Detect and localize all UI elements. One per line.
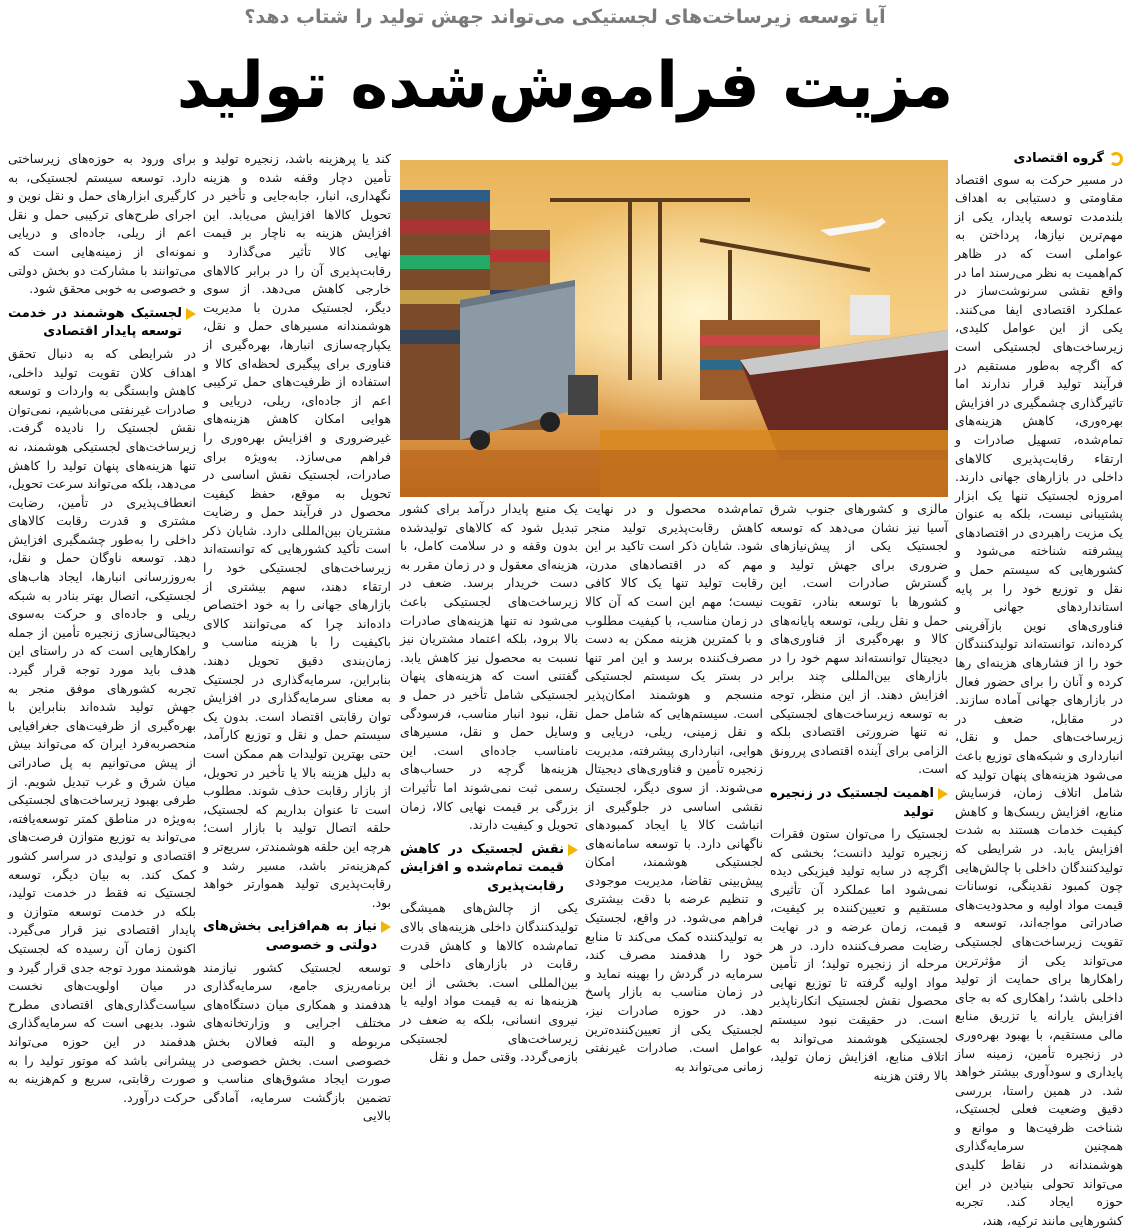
subheading: لجستیک هوشمند در خدمت توسعه پایدار اقتصادی	[8, 305, 196, 342]
paragraph: یکی از چالش‌های همیشگی تولیدکنندگان داخلی هزینه‌های بالای تمام‌شده کالاها و کاهش قدرت رقابت در بازارهای داخلی و بین‌المللی است. بخشی از این هزینه‌ها نه به قیمت مواد اولیه یا نیروی انسانی، بلکه به ضعف در زیرساخت‌های لجستیکی بازمی‌گردد. وقتی حمل و نقل	[400, 900, 578, 1065]
subheading: نیاز به هم‌افزایی بخش‌های دولتی و خصوصی	[203, 918, 391, 955]
paragraph: در شرایطی که به دنبال تحقق اهداف کلان تقویت تولید داخلی، کاهش وابستگی به واردات و توسعه صادرات غیرنفتی می‌باشیم، نمی‌توان نقش لجستیک را نادیده گرفت. زیرساخت‌های لجستیکی هوشمند، نه تنها هزینه‌های پنهان تولید را کاهش می‌دهد، بلکه می‌تواند سرعت تحویل، انعطاف‌پذیری در تأمین، رضایت مشتری و قدرت رقابت کالاهای داخلی را به‌طور چشمگیری افزایش دهد. توسعه ناوگان حمل و نقل، به‌روزرسانی انبارها، ایجاد هاب‌های لجستیکی، اتصال بهتر بنادر به شبکه ریلی و جاده‌ای و حرکت به‌سوی دیجیتالی‌سازی زنجیره تأمین از جمله راهکارهایی است که در راستای این هدف باید مورد توجه قرار گیرد. تجربه کشورهای موفق منجر به جهش تولید شده‌اند بنابراین با بهره‌گیری از ظرفیت‌های جغرافیایی منحصربه‌فرد ایران که می‌تواند بیش از پیش می‌توانیم به پل صادراتی میان شرق و غرب تبدیل شویم. از طرفی بهبود زیرساخت‌های لجستیکی به‌ویژه در مناطق کمتر توسعه‌یافته، می‌تواند به توزیع متوازن فرصت‌های اقتصادی و تولیدی در سراسر کشور کمک کند. به بیان دیگر، توسعه لجستیک نه فقط در خدمت تولید، بلکه در خدمت توسعه متوازن و پایدار اقتصادی نیز قرار می‌گیرد. اکنون زمان آن رسیده که لجستیک هوشمند مورد توجه جدی قرار گیرد و در میان اولویت‌های نخست سیاست‌گذاری‌های اقتصادی مطرح شود. بدیهی است که سرمایه‌گذاری هدفمند در این حوزه می‌تواند پیشرانی باشد که موتور تولید را به صورت رقابتی، سریع و کم‌هزینه به حرکت درآورد.	[8, 345, 196, 1105]
paragraph: برای ورود به حوزه‌های زیرساختی دارد. توسعه سیستم لجستیکی، به کارگیری ابزارهای حمل و نقل نوین و اجرای طرح‌های ترکیبی حمل و نقل اعم از ریلی، جاده‌ای و دریایی نمونه‌ای از زمینه‌هایی است که می‌توانند با مشارکت دو بخش دولتی و خصوصی به خوبی محقق شود.	[8, 151, 196, 297]
column-3	[585, 500, 763, 1074]
triangle-icon	[186, 308, 196, 320]
paragraph: مالزی و کشورهای جنوب شرق آسیا نیز نشان می‌دهد که توسعه لجستیک یکی از پیش‌نیازهای ضروری برای جهش تولید و گسترش صادرات است. این کشورها با توسعه بنادر، تقویت حمل و نقل ریلی، توسعه پایانه‌های کالا و بهره‌گیری از فناوری‌های دیجیتال توانسته‌اند سهم خود را در بازارهای بین‌المللی چند برابر افزایش دهند. از این منظر، توجه به توسعه زیرساخت‌های لجستیکی نه تنها ضرورتی اقتصادی بلکه الزامی برای آینده اقتصادی پررونق است.	[770, 501, 948, 777]
column-2	[770, 500, 948, 1083]
headline: مزیت فراموش‌شده تولید	[176, 49, 954, 123]
paragraph: کند یا پرهزینه باشد، زنجیره تولید و تأمین دچار وقفه شده و هزینه نگهداری، انبار، جابه‌جایی و تأخیر در تحویل کالاها افزایش می‌یابد. این افزایش هزینه به ناچار بر قیمت نهایی کالا تأثیر می‌گذارد و رقابت‌پذیری آن را در برابر کالاهای خارجی کاهش می‌دهد. از سوی دیگر، لجستیک مدرن با مدیریت هوشمندانه مسیرهای حمل و نقل، یکپارچه‌سازی انبارها، بهره‌گیری از فناوری برای پیگیری لحظه‌ای کالا و استفاده از ظرفیت‌های حمل ترکیبی اعم از جاده‌ای، ریلی، دریایی و هوایی امکان کاهش هزینه‌های غیرضروری و افزایش بهره‌وری را فراهم می‌سازد. به‌ویژه برای صادرات، لجستیک نقش اساسی در تحویل به موقع، حفظ کیفیت محصول در فرآیند حمل و رضایت مشتریان بین‌المللی دارد. شایان ذکر است تأکید کشورهایی که توانسته‌اند زیرساخت‌های لجستیکی خود را ارتقاء دهند، سهم بیشتری از بازارهای جهانی را به خود اختصاص داده‌اند چرا که می‌توانند کالای باکیفیت را با هزینه مناسب و زمان‌بندی دقیق تحویل دهند. بنابراین، سرمایه‌گذاری در لجستیک به معنای سرمایه‌گذاری در افزایش توان رقابتی اقتصاد است. بدون یک سیستم حمل و نقل و توزیع کارآمد، حتی بهترین تولیدات هم ممکن است به دلیل هزینه بالا یا تأخیر در تحویل، از بازار رقابت حذف شوند. مطلوب است تا عنوان بداریم که لجستیک، حلقه اتصال تولید با بازار است؛ هرچه این حلقه هوشمندتر، سریع‌تر و کم‌هزینه‌تر باشد، مسیر رشد و رقابت‌پذیری تولید هموارتر خواهد بود.	[203, 151, 391, 910]
column-4	[400, 500, 578, 1065]
subheading: اهمیت لجستیک در زنجیره تولید	[770, 785, 948, 822]
column-5	[203, 150, 391, 1124]
cargo-port-photo	[400, 160, 948, 497]
triangle-icon	[381, 921, 391, 933]
column-1	[955, 150, 1123, 1228]
triangle-icon	[938, 788, 948, 800]
paragraph: یک منبع پایدار درآمد برای کشور تبدیل شود که کالاهای تولیدشده بدون وقفه و در سلامت کامل، با هزینه‌ای معقول و در زمان مقرر به دست خریدار برسد. ضعف در زیرساخت‌های لجستیکی باعث می‌شود نه تنها هزینه‌های صادرات بالا برود، بلکه اعتماد مشتریان نیز نسبت به محصول نیز کاهش یابد. گفتنی است که هزینه‌های پنهان لجستیکی شامل تأخیر در حمل و نقل، نبود انبار مناسب، فرسودگی وسایل حمل و نقل، مسیرهای نامناسب جاده‌ای است. این هزینه‌ها گرچه در حساب‌های رسمی ثبت نمی‌شوند اما تأثیرات بزرگی بر قیمت نهایی کالا، زمان تحویل و کیفیت دارند.	[400, 501, 578, 833]
byline-icon	[1109, 152, 1123, 166]
triangle-icon	[568, 844, 578, 856]
paragraph: لجستیک را می‌توان ستون فقرات زنجیره تولید دانست؛ بخشی که اگرچه در سایه تولید فیزیکی دیده نمی‌شود اما عملکرد آن تأثیری مستقیم و تعیین‌کننده بر کیفیت، قیمت، زمان عرضه و در نهایت رضایت مصرف‌کننده دارد. در هر مرحله از زنجیره تولید؛ از تأمین مواد اولیه گرفته تا توزیع نهایی محصول نقش لجستیک انکارناپذیر است. در حقیقت نبود سیستم لجستیکی هوشمند می‌تواند به اتلاف منابع، افزایش زمان تولید، بالا رفتن هزینه	[770, 826, 948, 1083]
paragraph: در مسیر حرکت به سوی اقتصاد مقاومتی و دستیابی به اهداف بلندمدت توسعه پایدار، یکی از مهم‌ترین نیازها، پرداختن به عواملی است که در ظاهر کم‌اهمیت به نظر می‌رسند اما در واقع نقشی سرنوشت‌ساز در عملکرد اقتصادی ایفا می‌کنند. یکی از این عوامل کلیدی، زیرساخت‌های لجستیکی است که اگرچه به‌طور مستقیم در فرآیند تولید قرار ندارند اما تاثیرگذاری چشمگیری در افزایش بهره‌وری، کاهش هزینه‌های تمام‌شده، تسهیل صادرات و ارتقاء رقابت‌پذیری کالاهای داخلی در بازارهای جهانی دارند. امروزه لجستیک تنها یک ابزار پشتیبانی نیست، بلکه به عنوان یک مزیت راهبردی در اقتصادهای پیشرفته شناخته می‌شود و کشورهایی که سیستم حمل و نقل و توزیع خود را بر پایه استانداردهای جهانی و فناوری‌های نوین بازآفرینی کرده‌اند، توانسته‌اند تولیدکنندگان خود را از فشارهای هزینه‌ای رها کرده و آنان را برای حضور فعال در بازارهای جهانی آماده سازند. در مقابل، ضعف در زیرساخت‌های حمل و نقل، انبارداری و شبکه‌های توزیع باعث می‌شود هزینه‌های پنهان تولید که شامل اتلاف زمان، فرسایش منابع، افزایش ریسک‌ها و کاهش کیفیت خدمات هستند به شدت افزایش یابد. در شرایطی که تولیدکنندگان داخلی با چالش‌هایی چون کمبود نقدینگی، نوسانات قیمت مواد اولیه و محدودیت‌های صادراتی مواجه‌اند، توسعه و تقویت زیرساخت‌های لجستیکی می‌تواند یکی از مؤثرترین راهکارها برای حمایت از تولید داخلی باشد؛ راهکاری که به جای افزایش یارانه یا تزریق منابع مالی مستقیم، با بهبود بهره‌وری در زنجیره تأمین، زمینه ساز پایداری و سودآوری بیشتر خواهد شد. در همین راستا، بررسی دقیق وضعیت فعلی لجستیک، شناخت ظرفیت‌ها و موانع و همچنین سرمایه‌گذاری هوشمندانه در نقاط کلیدی می‌تواند تحولی بنیادین در این حوزه ایجاد کند. تجربه کشورهایی مانند ترکیه، هند،	[955, 171, 1123, 1228]
byline: گروه اقتصادی	[955, 150, 1123, 169]
kicker-title: آیا توسعه زیرساخت‌های لجستیکی می‌تواند جهش تولید را شتاب دهد؟	[244, 6, 886, 28]
paragraph: تمام‌شده محصول و در نهایت کاهش رقابت‌پذیری تولید منجر شود. شایان ذکر است تاکید بر این مهم که در اقتصادهای مدرن، رقابت تولید تنها یک کالا کافی نیست؛ مهم این است که آن کالا در زمان مناسب، با کیفیت مطلوب و با کمترین هزینه ممکن به دست مصرف‌کننده برسد و این امر تنها در بستر یک سیستم لجستیکی منسجم و هوشمند امکان‌پذیر است. سیستم‌هایی که شامل حمل و نقل زمینی، ریلی، دریایی و هوایی، انبارداری پیشرفته، مدیریت زنجیره تأمین و فناوری‌های دیجیتال می‌شوند. از سوی دیگر، لجستیک نقشی اساسی در جلوگیری از انباشت کالا یا ایجاد کمبودهای ناگهانی دارد. با توسعه سامانه‌های لجستیکی هوشمند، امکان پیش‌بینی تقاضا، مدیریت موجودی و تنظیم عرضه با دقت بیشتری فراهم می‌شود. در واقع، لجستیک به تولیدکننده کمک می‌کند تا منابع خود را هدفمند مصرف کند، سرمایه در گردش را بهینه نماید و در زمان مناسب به بازار پاسخ دهد. در حوزه صادرات نیز، لجستیک یکی از تعیین‌کننده‌ترین عوامل است. صادرات غیرنفتی زمانی می‌تواند به	[585, 501, 763, 1074]
paragraph: توسعه لجستیک کشور نیازمند برنامه‌ریزی جامع، سرمایه‌گذاری هدفمند و همکاری میان دستگاه‌های مختلف اجرایی و وزارتخانه‌های مربوطه و البته فعالان بخش خصوصی است. بخش خصوصی در صورت ایجاد مشوق‌های مناسب و تضمین بازگشت سرمایه، آمادگی بالایی	[203, 959, 391, 1124]
column-6	[8, 150, 196, 1105]
subheading: نقش لجستیک در کاهش قیمت تمام‌شده و افزایش رقابت‌پذیری	[400, 841, 578, 897]
